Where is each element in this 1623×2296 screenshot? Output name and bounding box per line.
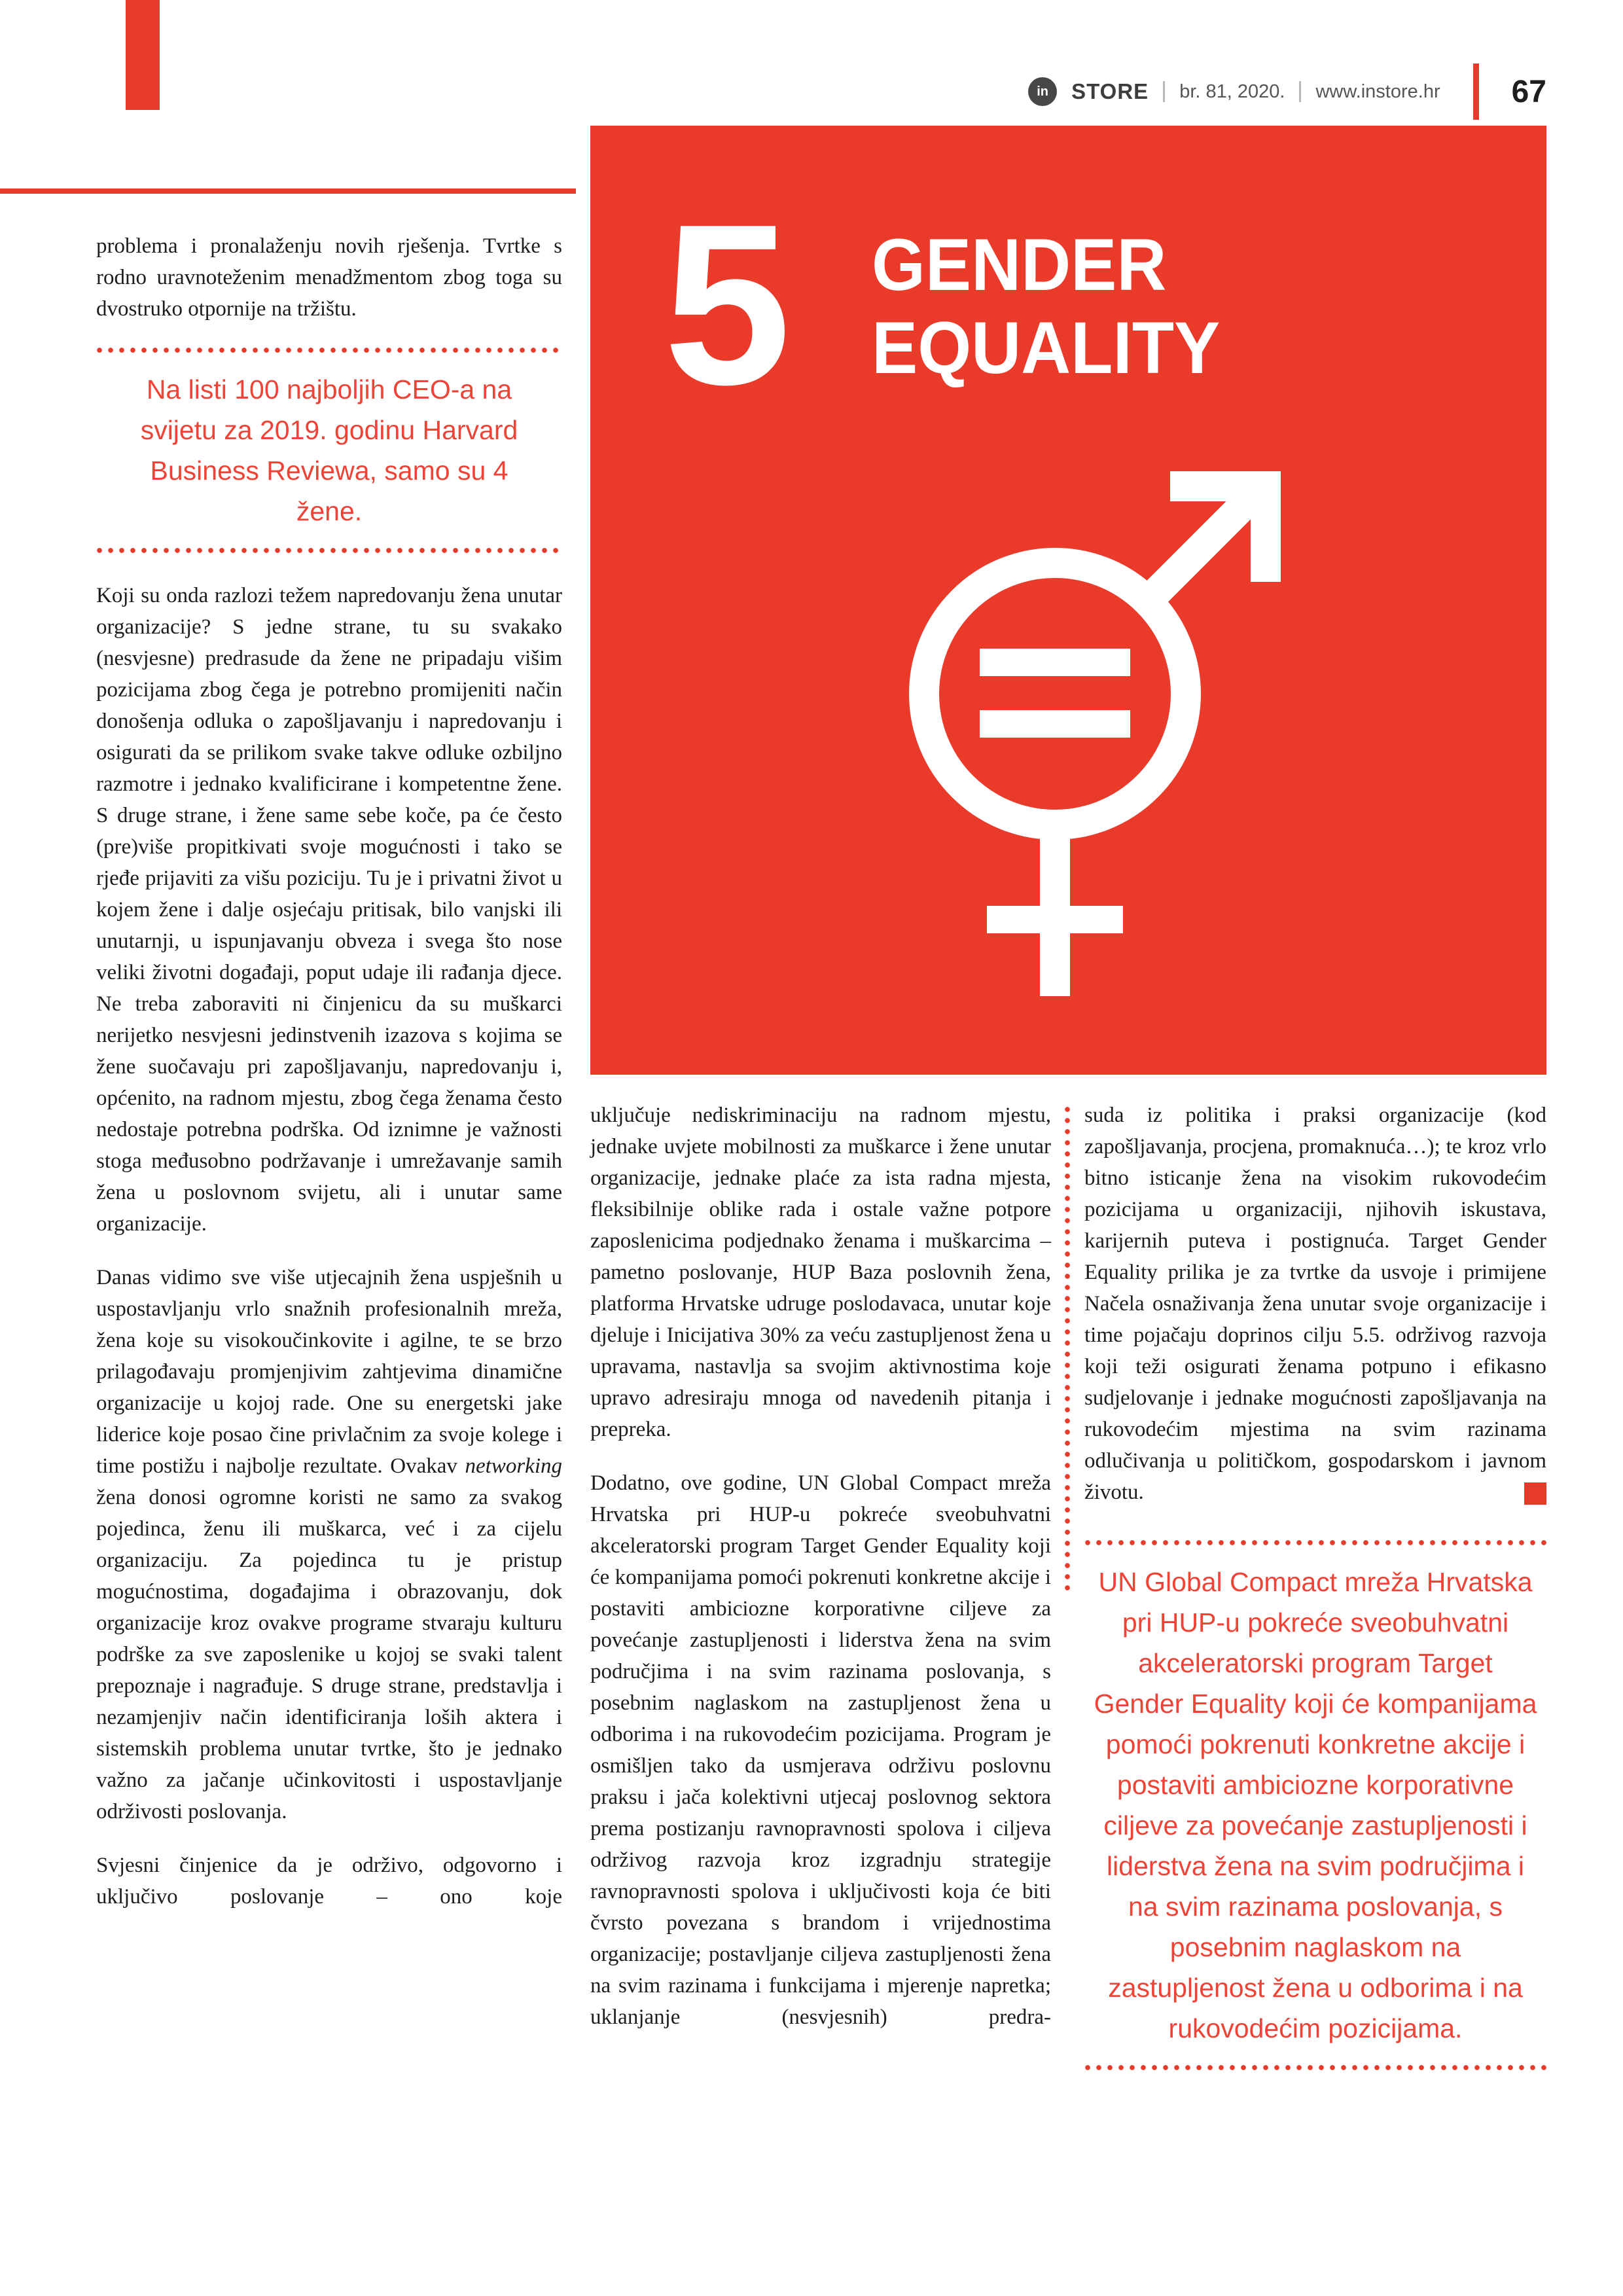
equals-bar-top [980,649,1130,676]
page-number: 67 [1511,74,1546,109]
paragraph-transition: Svjesni činjenice da je održivo, odgovorno i uključivo poslovanje – ono koje [96,1854,562,1909]
top-left-red-rule [0,188,576,194]
gender-equality-icon [590,126,1546,1075]
paragraph-text: Danas vidimo sve više utjecajnih žena uspješnih u uspostavljanju vrlo snažnih profesionalnih mreža, žena koje su visokoučinkovite i agilne, te se brzo prilagođavaju promjenjivim zahtjevima dinamične organizacije u kojoj rade. One su energetski jake liderice koje posao čine privlačnim za svoje kolege i time postižu i najbolje rezultate. Ovakav [96,1266,562,1478]
paragraph-inclusion: uključuje nediskriminaciju na radnom mjestu, jednake uvjete mobilnosti za muškarce i žene unutar organizacije, jednake plaće za ista radna mjesta, fleksibilnije oblike rada i ostale važne potpore zaposlenicima podjednako ženama i muškarcima – pametno poslovanje, HUP Baza poslovnih žena, platforma Hrvatske udruge poslodavaca, unutar koje djeluje i Inicijativa 30% za veću zastupljenost žena u upravama, nastavlja sa svojim aktivnostima koje upravo adresiraju mnoga od navedenih pitanja i prepreka. [590,1103,1051,1441]
paragraph-policies [1084,1100,1546,1508]
paragraph-text: suda iz politika i praksi organizacije (kod zapošljavanja, procjena, promaknuća…); te kroz vrlo bitno isticanje žena na visokim rukovodećim pozicijama u organizaciji, njihovih iskustava, karijernih puteva i postignuća. Target Gender Equality prilika je za tvrtke da usvoje i primijene Načela osnaživanja žena unutar svoje organizacije i time pojačaju doprinos cilju 5.5. održivog razvoja koji teži osigurati ženama potpuno i efikasno sudjelovanje i jednake mogućnosti zapošljavanja na rukovodećim mjestima na svim razinama odlučivanja u političkom, gospodarskom i javnom životu. [1084,1103,1546,1504]
paragraph-networking [96,1262,562,1827]
pullquote-target-gender-equality [1084,1539,1546,2071]
dotted-rule [96,547,562,554]
column-divider-dotted [1064,1106,1071,1596]
dotted-rule [96,347,562,353]
right-column [1084,1100,1546,2071]
middle-column [590,1100,1051,2055]
gender-circle [924,563,1186,825]
dotted-rule [1084,1539,1546,1546]
paragraph-text: žena donosi ogromne koristi ne samo za svakog pojedinca, ženu ili muškarca, već i za cijelu organizaciju. Za pojedinca tu je pristup mogućnostima, događajima i obrazovanju, dok organizacije kroz ovakve programe stvaraju kulturu podrške za sve zaposlenike u kojoj se svaki talent prepoznaje i nagrađuje. S druge strane, predstavlja i nezamjenjiv način identificiranja loših aktera i sistemskih problema unutar tvrtke, što je jednako važno za jačanje učinkovitosti i uspostavljanje održivosti poslovanja. [96,1486,562,1823]
page-header [720,60,1546,123]
top-left-red-tab [126,0,160,110]
pullquote-text: Na listi 100 najboljih CEO-a na svijetu za 2019. godinu Harvard Business Reviewa, samo su 4 žene. [140,374,518,526]
italic-term: networking [465,1454,562,1478]
issue-number: br. 81, 2020. [1179,81,1285,102]
sdg-goal-number: 5 [664,177,791,433]
intro-paragraph: problema i pronalaženju novih rješenja. Tvrtke s rodno uravnoteženim menadžmentom zbog toga su dvostruko otpornije na tržištu. [96,234,562,321]
paragraph-accelerator: Dodatno, ove godine, UN Global Compact mreža Hrvatska pri HUP-u pokreće sveobuhvatni akceleratorski program Target Gender Equality koji će kompanijama pomoći pokrenuti konkretne akcije i postaviti ambiciozne korporativne ciljeve za povećanje zastupljenosti i liderstva žena na svim područjima i na svim razinama poslovanja, s posebnim naglaskom na zastupljenost žena u odborima i na rukovodećim pozicijama. Program je osmišljen tako da usmjerava održivu poslovnu praksu i jača kolektivni utjecaj poslovnog sektora prema postizanju ravnopravnosti spolova i ciljeva održivog razvoja kroz izgradnju strategije ravnopravnosti spolova i uključivosti koja će biti čvrsto povezana s brandom i vrijednostima organizacije; postavljanje ciljeva zastupljenosti žena na svim razinama i funkcijama i mjerenje napretka; uklanjanje (nesvjesnih) predra- [590,1471,1051,2029]
header-separator [1299,81,1301,102]
male-arrow-shaft [1152,495,1254,597]
pullquote-ceo [96,347,562,554]
sdg5-tile [590,126,1546,1075]
equals-bar-bottom [980,710,1130,738]
magazine-brand: STORE [1071,79,1149,103]
sdg-title-line1: GENDER [872,224,1167,306]
female-cross-bar [987,906,1123,933]
pullquote-text: UN Global Compact mreža Hrvatska pri HUP-u pokreće sveobuhvatni akceleratorski program Target Gender Equality koji će kompanijama pomoći pokrenuti konkretne akcije i postaviti ambiciozne korporativne ciljeve za povećanje zastupljenosti i liderstva žena na svim područjima i na svim razinama poslovanja, s posebnim naglaskom na zastupljenost žena u odborima i na rukovodećim pozicijama. [1094,1567,1537,2043]
instore-logo-icon: in [1028,77,1057,106]
dotted-rule [1084,2064,1546,2071]
page-number-divider [1473,63,1479,120]
header-separator [1163,81,1165,102]
website-url: www.instore.hr [1315,81,1440,102]
paragraph-reasons: Koji su onda razlozi težem napredovanju žena unutar organizacije? S jedne strane, tu su svakako (nesvjesne) predrasude da žene ne pripadaju višim pozicijama zbog čega je potrebno promijeniti način donošenja odluka o zapošljavanju i napredovanju i osigurati da se prilikom svake takve odluke ozbiljno razmotre i jednako kvalificirane i kompetentne žene. S druge strane, i žene same sebe koče, pa će često (pre)više propitkivati svoje mogućnosti i tako se rjeđe prijaviti za višu poziciju. Tu je i privatni život u kojem žene i dalje osjećaju pritisak, bilo vanjski ili unutarnji, u ispunjavanju obveza i svega što nose veliki životni događaji, poput udaje ili rađanja djece. Ne treba zaboraviti ni činjenicu da su muškarci nerijetko nesvjesni jedinstvenih izazova s kojima se žene suočavaju pri zapošljavanju, napredovanju i, općenito, na radnom mjestu, zbog čega ženama često nedostaje potrebna podrška. Od iznimne je važnosti stoga međusobno podržavanje i umrežavanje samih žena u poslovnom svijetu, ali i unutar same organizacije. [96,584,562,1236]
article-end-mark [1524,1482,1546,1505]
sdg-title-line2: EQUALITY [872,306,1221,389]
left-column [96,230,562,1935]
